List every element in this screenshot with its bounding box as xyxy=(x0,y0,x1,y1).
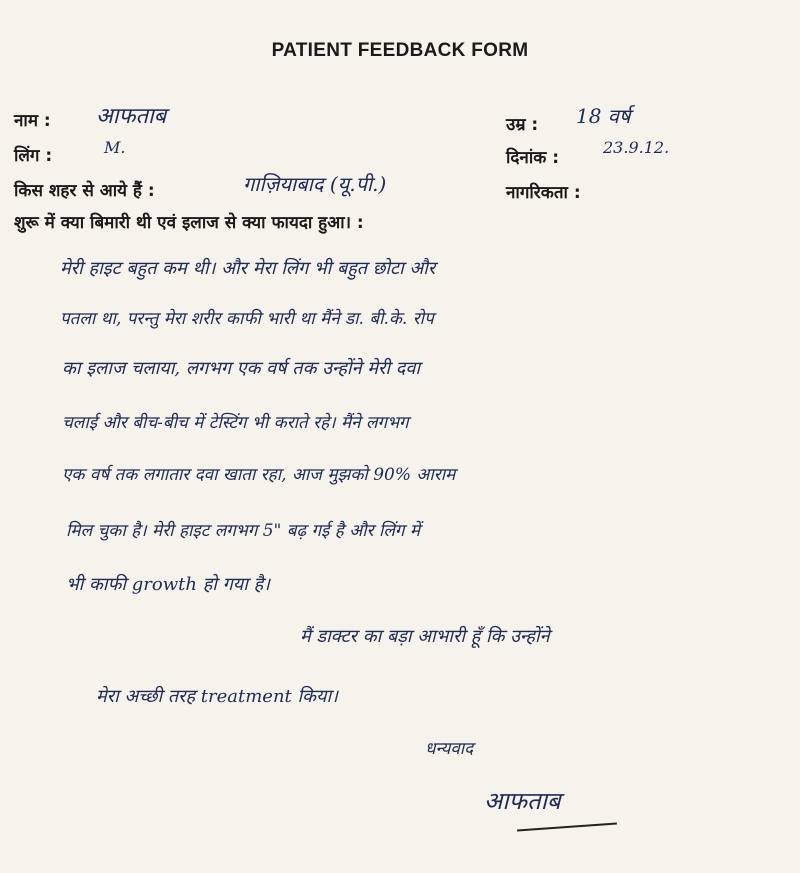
city-value: गाज़ियाबाद (यू.पी.) xyxy=(243,172,387,196)
feedback-line: का इलाज चलाया, लगभग एक वर्ष तक उन्होंने मेरी दवा xyxy=(62,358,421,379)
feedback-line: पतला था, परन्तु मेरा शरीर काफी भारी था मैंने डा. बी.के. रोप xyxy=(60,309,434,329)
feedback-line: मैं डाक्टर का बड़ा आभारी हूँ कि उन्होंने xyxy=(300,626,550,647)
age-label: उम्र : xyxy=(506,115,539,135)
signature: आफताब xyxy=(484,787,561,815)
city-label: किस शहर से आये हैं : xyxy=(14,181,155,201)
feedback-line: मेरी हाइट बहुत कम थी। और मेरा लिंग भी बहुत छोटा और xyxy=(60,258,436,279)
feedback-line: चलाई और बीच-बीच में टेस्टिंग भी कराते रहे। मैंने लगभग xyxy=(62,413,409,433)
feedback-line: मेरा अच्छी तरह treatment किया। xyxy=(96,686,338,707)
feedback-line: भी काफी growth हो गया है। xyxy=(66,574,270,595)
form-title: PATIENT FEEDBACK FORM xyxy=(271,40,529,61)
citizenship-label: नागरिकता : xyxy=(506,183,581,203)
closing-text: धन्यवाद xyxy=(425,739,474,759)
gender-value: M. xyxy=(104,138,126,157)
question-label: शुरू में क्या बिमारी थी एवं इलाज से क्या फायदा हुआ। : xyxy=(14,213,364,233)
name-label: नाम : xyxy=(14,111,51,131)
name-value: आफताब xyxy=(96,104,167,129)
signature-underline xyxy=(517,823,617,832)
age-value: 18 वर्ष xyxy=(576,104,631,128)
gender-label: लिंग : xyxy=(14,146,53,166)
feedback-line: एक वर्ष तक लगातार दवा खाता रहा, आज मुझको 90% आराम xyxy=(62,465,456,485)
date-value: 23.9.12. xyxy=(603,138,670,157)
feedback-line: मिल चुका है। मेरी हाइट लगभग 5" बढ़ गई है और लिंग में xyxy=(66,521,421,541)
date-label: दिनांक : xyxy=(506,148,560,168)
